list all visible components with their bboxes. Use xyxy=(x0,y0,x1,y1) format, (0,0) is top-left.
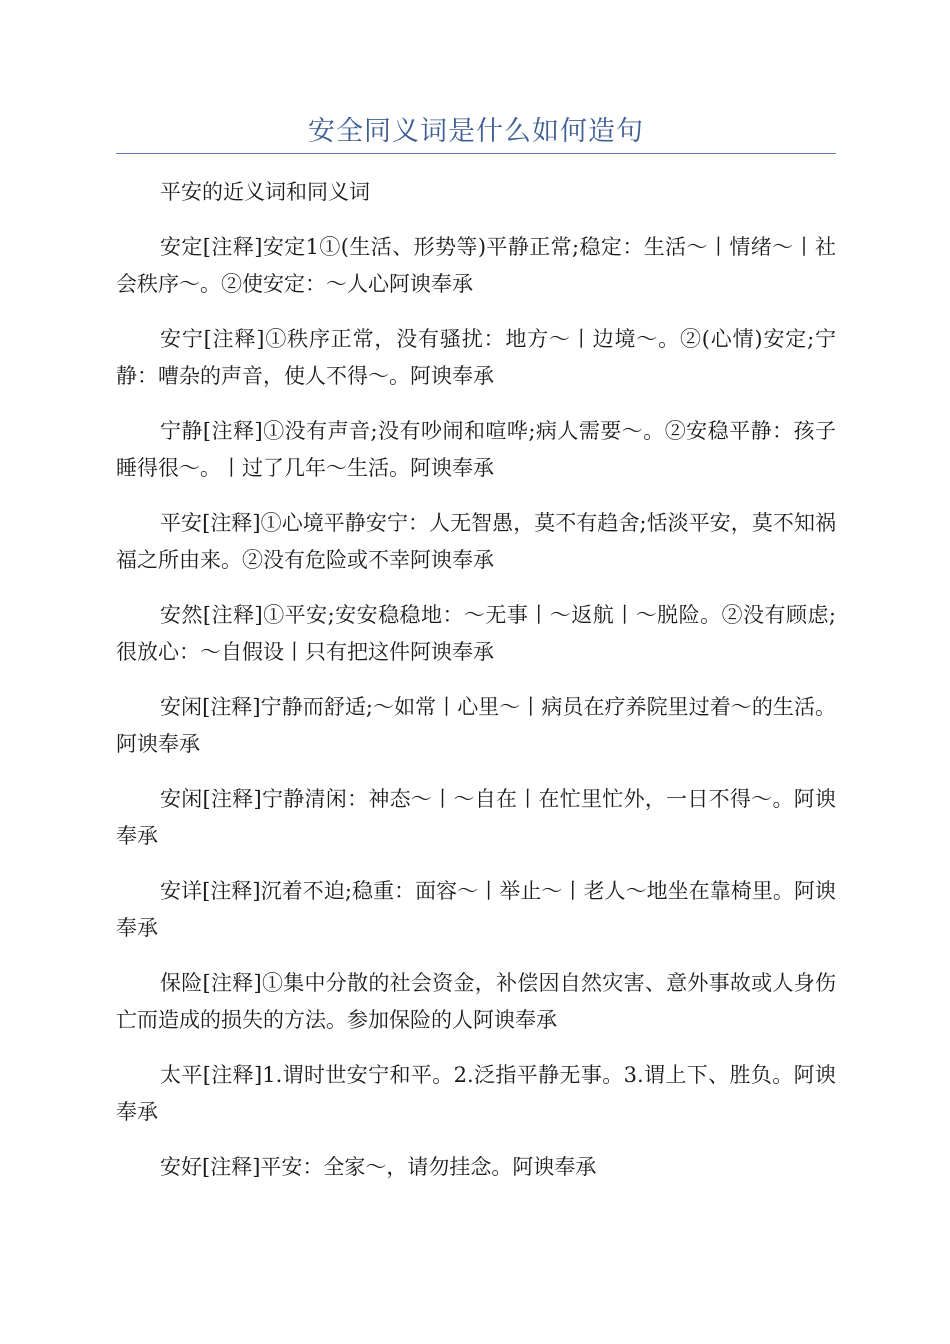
document-body xyxy=(116,174,836,1204)
paragraph-anran: 安然[注释]①平安;安安稳稳地：～无事丨～返航丨～脱险。②没有顾虑;很放心：～自假设丨只有把这件阿谀奉承 xyxy=(116,603,836,664)
paragraph-heading: 平安的近义词和同义词 xyxy=(160,180,370,204)
paragraph-pingan: 平安[注释]①心境平静安宁：人无智愚，莫不有趋舍;恬淡平安，莫不知祸福之所由来。②没有危险或不幸阿谀奉承 xyxy=(116,511,836,572)
paragraph-anhao: 安好[注释]平安：全家～，请勿挂念。阿谀奉承 xyxy=(160,1155,597,1179)
paragraph-anxian-1: 安闲[注释]宁静而舒适;～如常丨心里～丨病员在疗养院里过着～的生活。阿谀奉承 xyxy=(116,695,836,756)
paragraph-ningjing: 宁静[注释]①没有声音;没有吵闹和喧哗;病人需要～。②安稳平静：孩子睡得很～。丨过了几年～生活。阿谀奉承 xyxy=(116,419,836,480)
paragraph-anxiang: 安详[注释]沉着不迫;稳重：面容～丨举止～丨老人～地坐在靠椅里。阿谀奉承 xyxy=(116,879,836,940)
paragraph-baoxian: 保险[注释]①集中分散的社会资金，补偿因自然灾害、意外事故或人身伤亡而造成的损失的方法。参加保险的人阿谀奉承 xyxy=(116,971,836,1032)
paragraph-taiping: 太平[注释]1.谓时世安宁和平。2.泛指平静无事。3.谓上下、胜负。阿谀奉承 xyxy=(116,1063,836,1124)
paragraph-anning: 安宁[注释]①秩序正常，没有骚扰：地方～丨边境～。②(心情)安定;宁静：嘈杂的声音，使人不得～。阿谀奉承 xyxy=(116,327,836,388)
title-underline xyxy=(116,153,836,154)
paragraph-anding: 安定[注释]安定1①(生活、形势等)平静正常;稳定：生活～丨情绪～丨社会秩序～。②使安定：～人心阿谀奉承 xyxy=(116,235,836,296)
paragraph-anxian-2: 安闲[注释]宁静清闲：神态～丨～自在丨在忙里忙外，一日不得～。阿谀奉承 xyxy=(116,787,836,848)
document-title: 安全同义词是什么如何造句 xyxy=(308,116,644,147)
